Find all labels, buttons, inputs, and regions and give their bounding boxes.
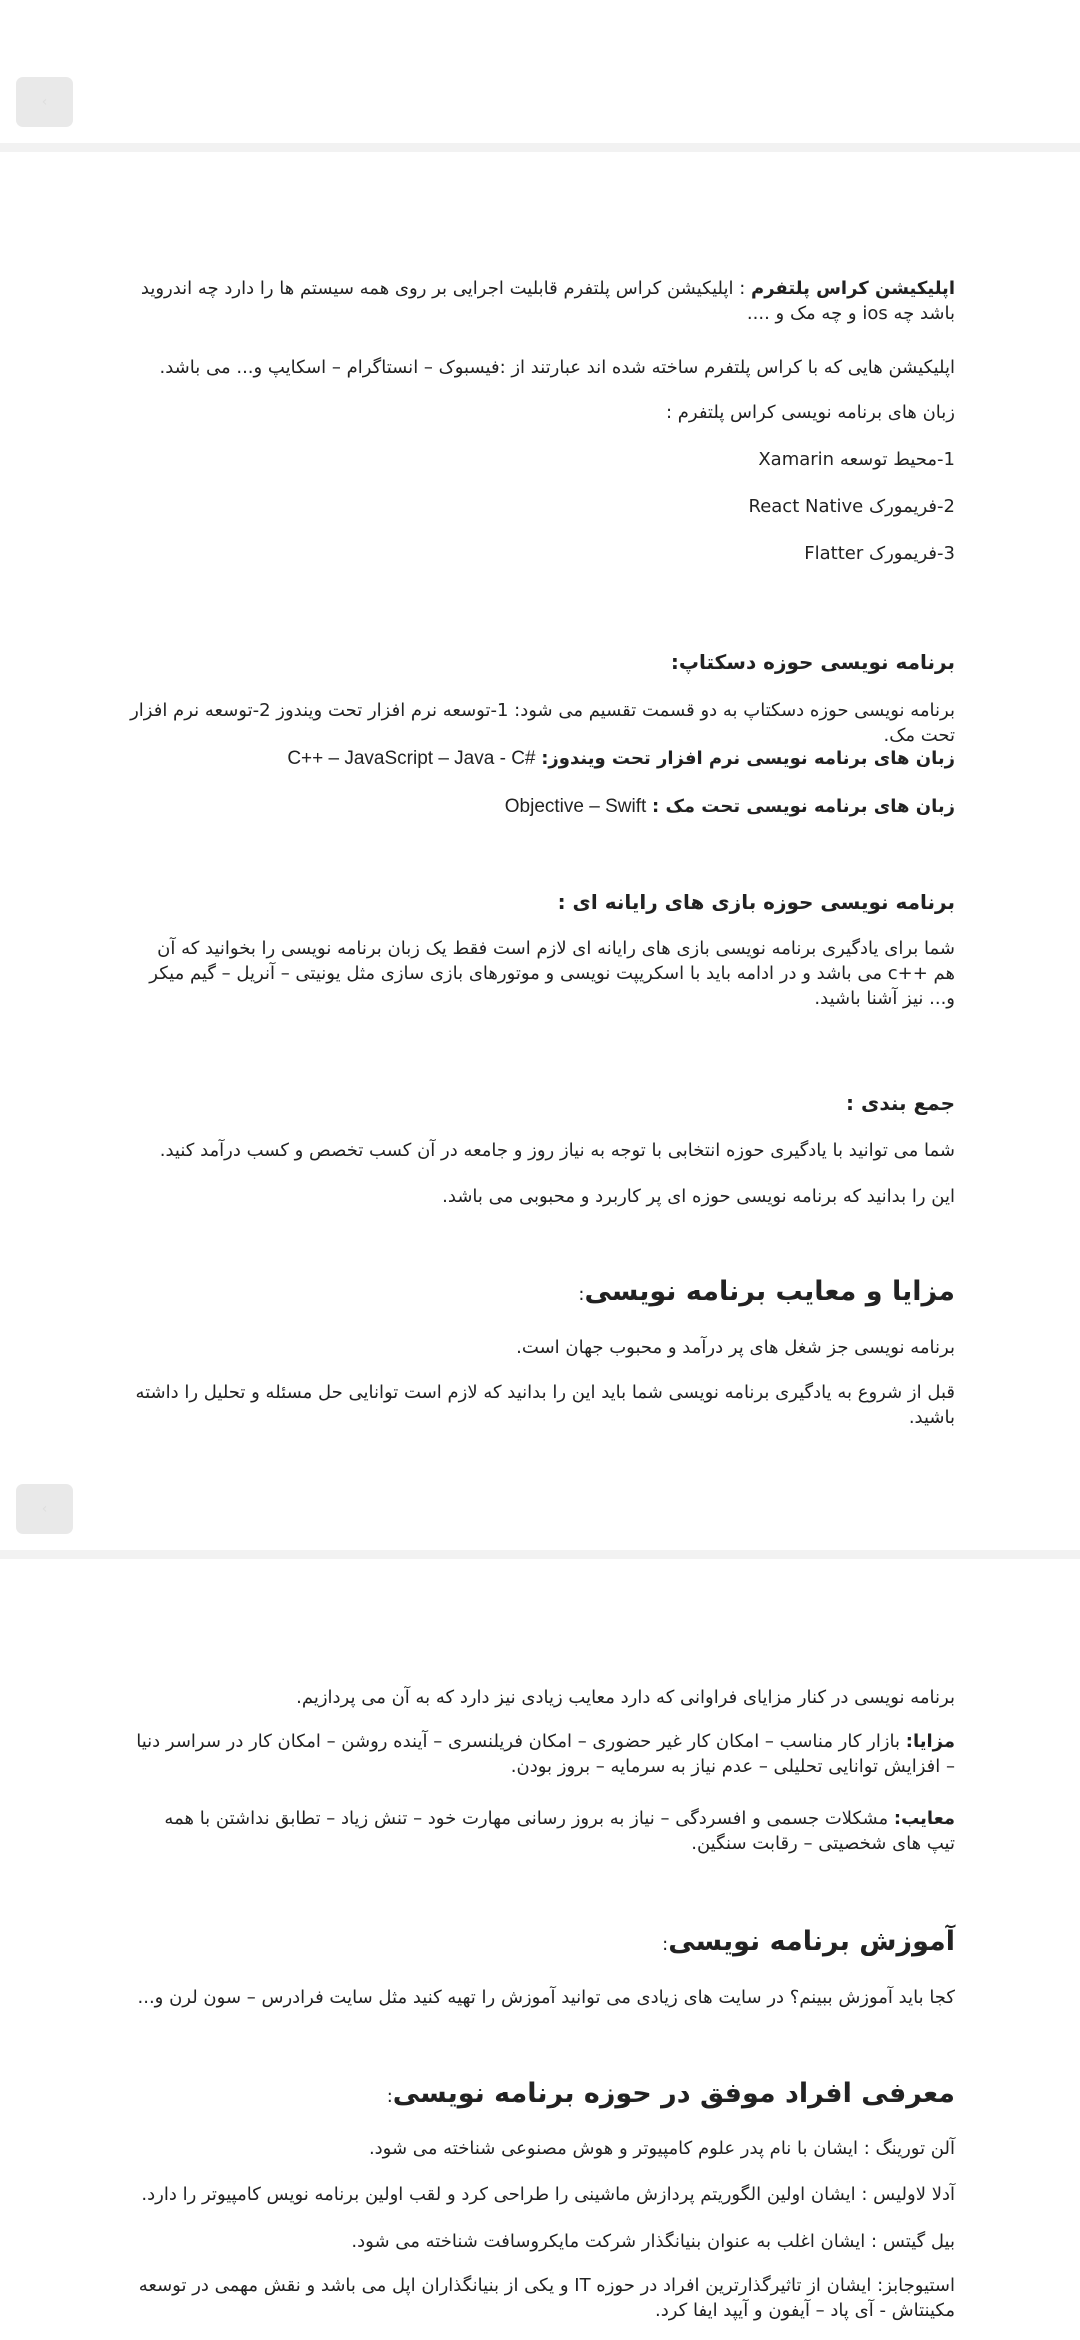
pros-cons-heading-text: مزایا و معایب برنامه نویسی (584, 1276, 955, 1307)
games-text: شما برای یادگیری برنامه نویسی بازی های رایانه ای لازم است فقط یک زبان برنامه نویسی را بخوانید که آن هم ++c می باشد و در ادامه باید با اسکریپت نویسی و موتورهای بازی سازی مثل یونیتی – آنریل – گیم میکر و... نیز آشنا باشید. (149, 938, 955, 1009)
summary-heading: جمع بندی : (846, 1091, 955, 1115)
advantages-paragraph (135, 1729, 955, 1779)
summary-paragraph-1: شما می توانید با یادگیری حوزه انتخابی با توجه به نیاز روز و جامعه در آن کسب تخصص و کسب درآمد کنید. (159, 1140, 955, 1161)
advantages-label: مزایا: (905, 1731, 955, 1752)
people-heading (135, 2077, 955, 2114)
cross-platform-item: 3-فریمورک Flatter (804, 543, 955, 564)
windows-languages (135, 746, 955, 771)
learning-heading-colon: : (662, 1934, 669, 1955)
pros-cons-heading-colon: : (578, 1284, 585, 1305)
people-heading-text: معرفی افراد موفق در حوزه برنامه نویسی (392, 2078, 955, 2109)
people-heading-colon: : (386, 2086, 393, 2107)
cross-platform-item: 1-محیط توسعه Xamarin (758, 449, 955, 470)
person-item: آلن تورینگ : ایشان با نام پدر علوم کامپیوتر و هوش مصنوعی شناخته می شود. (368, 2138, 955, 2159)
games-heading: برنامه نویسی حوزه بازی های رایانه ای : (557, 890, 955, 914)
disadvantages-label: معایب: (893, 1808, 955, 1829)
learning-heading-text: آموزش برنامه نویسی (668, 1926, 955, 1957)
pros-cons-paragraph-1: برنامه نویسی جز شغل های پر درآمد و محبوب جهان است. (516, 1337, 955, 1358)
disadvantages-text: مشکلات جسمی و افسردگی – نیاز به بروز رسانی مهارت خود – تنش زیاد – تطابق نداشتن با همه تیپ های شخصیتی – رقابت سنگین. (164, 1808, 955, 1854)
learning-heading (135, 1925, 955, 1962)
cross-platform-languages-intro: زبان های برنامه نویسی کراس پلتفرم : (665, 402, 955, 423)
disadvantages-paragraph (135, 1806, 955, 1856)
mac-languages-label: زبان های برنامه نویسی تحت مک : (651, 796, 955, 817)
desktop-text: برنامه نویسی حوزه دسکتاپ به دو قسمت تقسیم می شود: 1-توسعه نرم افزار تحت ویندوز 2-توسعه نرم افزار تحت مک. (130, 700, 955, 746)
advantages-text: بازار کار مناسب – امکان کار غیر حضوری – امکان فریلنسری – آینده روشن – امکان کار در سراسر دنیا – افزایش توانایی تحلیلی – عدم نیاز به سرمایه – بروز بودن. (136, 1731, 955, 1777)
summary-paragraph-2: این را بدانید که برنامه نویسی حوزه ای پر کاربرد و محبوبی می باشد. (442, 1186, 955, 1207)
page-nav-button-middle[interactable]: ‹ (16, 1484, 73, 1534)
windows-languages-label: زبان های برنامه نویسی نرم افزار تحت ویندوز: (541, 748, 955, 769)
mac-languages-value: Objective – Swift (504, 796, 647, 817)
cross-platform-paragraph (135, 276, 955, 326)
page-separator-middle (0, 1550, 1080, 1559)
cross-platform-item: 2-فریمورک React Native (748, 496, 955, 517)
mac-languages (135, 794, 955, 819)
cross-platform-title: اپلیکیشن کراس پلتفرم (751, 278, 955, 299)
pros-cons-heading (135, 1275, 955, 1312)
learning-text: کجا باید آموزش ببینم؟ در سایت های زیادی می توانید آموزش را تهیه کنید مثل سایت فرادرس – سون لرن و... (137, 1987, 955, 2008)
desktop-heading: برنامه نویسی حوزه دسکتاپ: (670, 650, 955, 674)
person-item: بیل گیتس : ایشان اغلب به عنوان بنیانگذار شرکت مایکروسافت شناخته می شود. (351, 2231, 955, 2252)
page-separator-top (0, 143, 1080, 152)
person-item: آدلا لاولیس : ایشان اولین الگوریتم پردازش ماشینی را طراحی کرد و لقب اولین برنامه نویس کامپیوتر را دارد. (141, 2184, 955, 2205)
page-nav-button-top[interactable]: ‹ (16, 77, 73, 127)
pros-cons-intro: برنامه نویسی در کنار مزایای فراوانی که دارد معایب زیادی نیز دارد که به آن می پردازیم. (296, 1687, 955, 1708)
cross-platform-examples: اپلیکیشن هایی که با کراس پلتفرم ساخته شده اند عبارتند از :فیسبوک – انستاگرام – اسکایپ و... می باشد. (159, 357, 955, 378)
cross-platform-text: : اپلیکیشن کراس پلتفرم قابلیت اجرایی بر روی همه سیستم ها را دارد چه اندروید باشد چه ios و چه مک و .... (140, 278, 955, 324)
person-item: استیوجابز: ایشان از تاثیرگذارترین افراد در حوزه IT و یکی از بنیانگذاران اپل می باشد و نقش مهمی در توسعه مکینتاش - آی پاد – آیفون و آیپد ایفا کرد. (138, 2275, 955, 2321)
pros-cons-paragraph-2: قبل از شروع به یادگیری برنامه نویسی شما باید این را بدانید که لازم است توانایی حل مسئله و تحلیل را داشته باشید. (135, 1382, 955, 1428)
windows-languages-value: C++ – JavaScript – Java - C# (287, 748, 536, 769)
